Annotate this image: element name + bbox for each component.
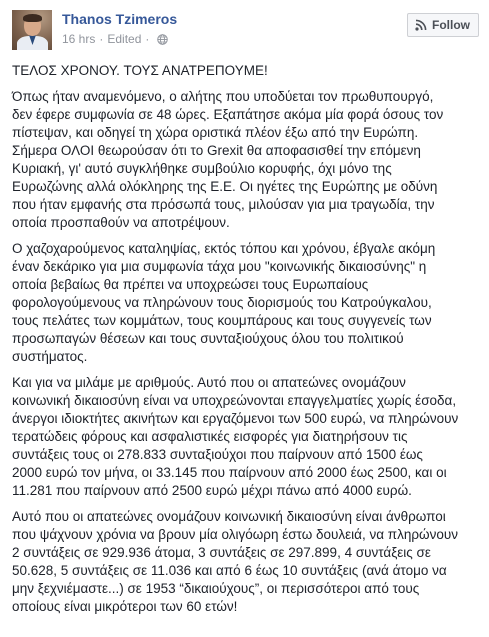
follow-label: Follow	[432, 18, 470, 32]
globe-icon[interactable]	[157, 34, 168, 45]
post-line: 2 συντάξεις σε 929.936 άτομα, 3 συντάξεις σε 297.899, 4 συντάξεις σε	[12, 545, 431, 560]
post-line: Όπως ήταν αναμενόμενο, ο αλήτης που υποδύεται τον πρωθυπουργό,	[12, 89, 434, 104]
meta-separator: ·	[99, 32, 104, 46]
post-line: 11.281 που παίρνουν από 2500 ευρώ μέχρι πάνω από 4000 ευρώ.	[12, 483, 412, 498]
follow-button[interactable]	[407, 13, 479, 37]
post-line: Σήμερα ΟΛΟΙ θεωρούσαν ότι το Grexit θα αποφασισθεί την επόμενη	[12, 143, 421, 158]
post-line: τερατώδεις φόρους και ασφαλιστικές εισφορές για διατηρήσουν τις	[12, 429, 408, 444]
post-line: 50.628, 5 συντάξεις σε 11.036 και από 6 έως 10 συντάξεις (ανά άτομο να	[12, 563, 447, 578]
post-line: τους πελάτες των κομμάτων, τους κουμπάρους και τους συγγενείς των	[12, 313, 432, 328]
author-avatar[interactable]	[12, 10, 52, 50]
author-name[interactable]: Thanos Tzimeros	[62, 11, 178, 27]
meta-separator-2: ·	[145, 32, 150, 46]
post-line: έναν δεκάρικο για μια συμφωνία τάχα μου "κοινωνικής δικαιοσύνης" η	[12, 259, 427, 274]
post-line: προσωπαγών θέσεων και τους συνταξιούχους όλου του πολιτικού	[12, 331, 404, 346]
post-line: που ήταν εμφανής στα πρόσωπά τους, μιλούσαν για μια τραγωδία, την	[12, 197, 435, 212]
post-paragraph	[12, 508, 482, 616]
edited-label[interactable]: Edited	[107, 32, 142, 46]
post-line: μην ξεχνιέμαστε...) σε 1953 “δικαιούχους”, οι περισσότεροι από τους	[12, 581, 420, 596]
post-header	[12, 10, 479, 60]
rss-icon	[415, 19, 427, 31]
post-line: Ευρωζώνης αλλά ολόκληρης της Ε.Ε. Οι ηγέτες της Ευρώπης με οδύνη	[12, 179, 438, 194]
post-paragraph	[12, 374, 482, 500]
post-line: συστήματος.	[12, 349, 88, 364]
post-body	[12, 62, 482, 616]
post-line: συντάξεις τους οι 278.833 συνταξιούχοι που παίρνουν από 1500 έως	[12, 447, 423, 462]
post-meta	[62, 32, 168, 46]
post-paragraph	[12, 62, 482, 80]
post-paragraph	[12, 240, 482, 366]
post-line: οποία βεβαίως θα πρέπει να υποχρεώσει τους Ευρωπαίους	[12, 277, 369, 292]
post-line: πίστεψαν, και οδηγεί τη χώρα οριστικά πλέον έξω από την Ευρώπη.	[12, 125, 419, 140]
post-line: 2000 ευρώ τον μήνα, οι 33.145 που παίρνουν από 2000 έως 2500, και οι	[12, 465, 447, 480]
avatar-hair	[23, 14, 42, 22]
post-line: Κυριακή, γι' αυτό συγκλήθηκε συμβούλιο κορυφής, όχι μόνο της	[12, 161, 392, 176]
post-line: δεν έφερε συμφωνία σε 48 ώρες. Εξαπάτησε ακόμα μία φορά όσους τον	[12, 107, 444, 122]
post-timestamp[interactable]: 16 hrs	[62, 32, 96, 46]
post-line: οποίους είναι μικρότεροι των 60 ετών!	[12, 599, 238, 614]
post-line: Αυτό που οι απατεώνες ονομάζουν κοινωνική δικαιοσύνη είναι άνθρωποι	[12, 509, 446, 524]
post-line: ΤΕΛΟΣ ΧΡΟΝΟΥ. ΤΟΥΣ ΑΝΑΤΡΕΠΟΥΜΕ!	[12, 63, 268, 78]
post-line: άνεργοι ιδιοκτήτες ακινήτων και εργαζόμενοι των 500 ευρώ, να πληρώνουν	[12, 411, 459, 426]
post-line: Ο χαζοχαρούμενος καταληψίας, εκτός τόπου και χρόνου, έβγαλε ακόμη	[12, 241, 436, 256]
post-line: κοινωνική δικαιοσύνη είναι να υποχρεώνονται επαγγελματίες χωρίς έσοδα,	[12, 393, 457, 408]
post-paragraph	[12, 88, 482, 232]
post-line: οποία προσπαθούν να αποτρέψουν.	[12, 215, 230, 230]
post-line: φορολογούμενους να πληρώνουν τους διορισμούς του Κατρούγκαλου,	[12, 295, 432, 310]
post-line: που ψάχνουν χρόνια να βρουν μία ολιγόωρη έστω δουλειά, να πληρώνουν	[12, 527, 458, 542]
post-line: Και για να μιλάμε με αριθμούς. Αυτό που οι απατεώνες ονομάζουν	[12, 375, 406, 390]
